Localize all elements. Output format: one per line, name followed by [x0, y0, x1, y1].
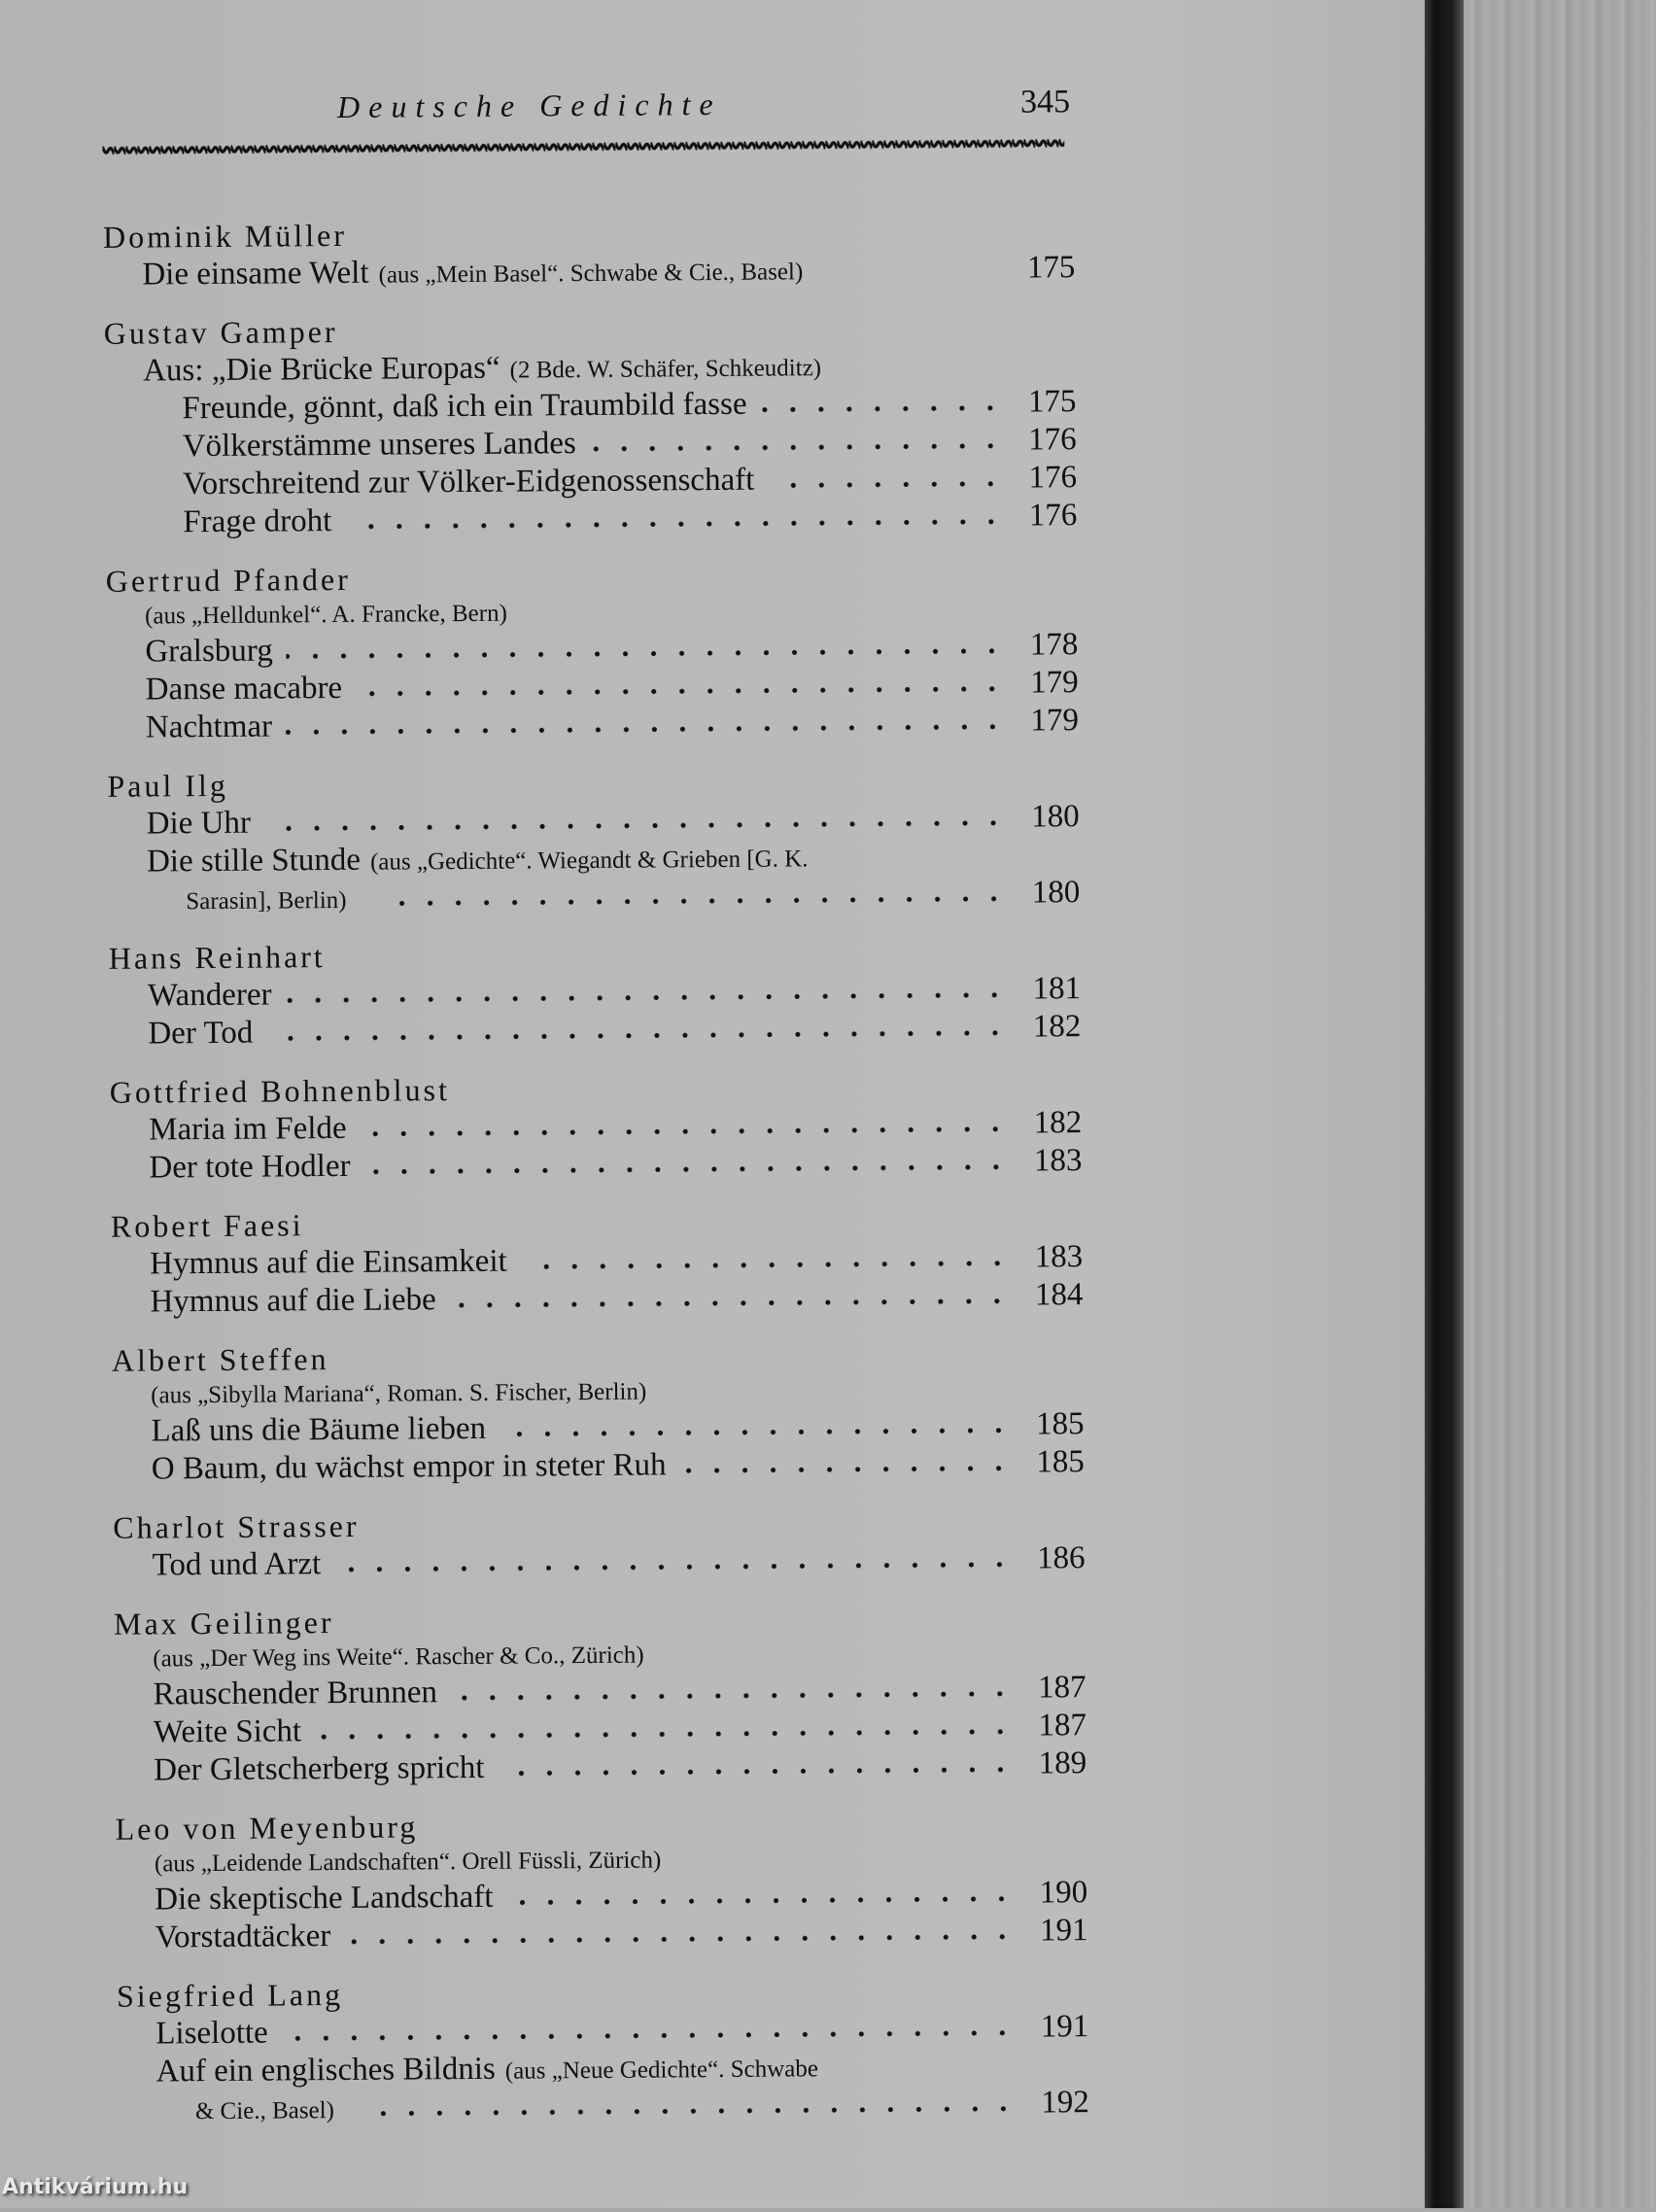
- author-section: [114, 1595, 1087, 1790]
- poem-title: Die einsame Welt: [142, 255, 369, 293]
- source-note: (aus „Gedichte“. Wiegandt & Grieben [G. K.: [369, 846, 809, 876]
- source-note: (aus „Der Weg ins Weite“. Rascher & Co., Zürich): [153, 1642, 644, 1673]
- toc-entry: [103, 249, 1075, 294]
- dot-leader: [506, 1895, 1016, 1907]
- author-section: [107, 757, 1080, 919]
- page-reference: 181: [1032, 971, 1082, 1007]
- page-reference: 187: [1037, 1670, 1087, 1706]
- author-name: Max Geilinger: [113, 1605, 334, 1642]
- author-section: [104, 304, 1078, 542]
- source-note: (aus „Sibylla Mariana“, Roman. S. Fischer, Berlin): [151, 1378, 647, 1409]
- page-reference: 182: [1033, 1105, 1083, 1141]
- dot-leader: [521, 1260, 1012, 1271]
- author-name: Gottfried Bohnenblust: [109, 1072, 451, 1110]
- wooden-background: [1464, 0, 1656, 2208]
- page-reference: 187: [1038, 1708, 1087, 1744]
- page-reference: 190: [1039, 1875, 1088, 1911]
- page-reference: 175: [1027, 384, 1077, 420]
- dot-leader: [287, 647, 1007, 661]
- toc-entry: [111, 1276, 1083, 1322]
- dot-leader: [264, 819, 1008, 833]
- source-note: (aus „Helldunkel“. A. Francke, Bern): [144, 600, 507, 630]
- toc-entry: [107, 702, 1079, 747]
- author-section: [109, 929, 1082, 1054]
- author-name: Paul Ilg: [107, 767, 229, 804]
- dot-leader: [315, 1728, 1015, 1742]
- page-reference: 178: [1029, 627, 1079, 663]
- dot-leader: [282, 2029, 1018, 2043]
- page-reference: 176: [1028, 422, 1077, 458]
- toc-entry-continuation: [118, 2084, 1089, 2129]
- poem-title: Hymnus auf die Einsamkeit: [150, 1243, 507, 1282]
- toc-entry: [113, 1539, 1085, 1585]
- poem-title: Der Tod: [148, 1015, 254, 1052]
- poem-title: Rauschender Brunnen: [153, 1675, 438, 1712]
- page-reference: 183: [1034, 1239, 1084, 1275]
- dot-leader: [266, 1029, 1009, 1043]
- page-reference: 185: [1036, 1444, 1085, 1480]
- page-reference: 179: [1030, 665, 1079, 701]
- poem-title: Freunde, gönnt, daß ich ein Traumbild fasse: [182, 386, 747, 427]
- poem-title: Vorschreitend zur Völker-Eidgenossenschaft: [182, 462, 755, 502]
- dot-leader: [498, 1766, 1015, 1778]
- toc-entry: [116, 1912, 1087, 1957]
- page-reference: 175: [1026, 250, 1076, 286]
- toc-entry: [113, 1443, 1085, 1489]
- page-reference: 179: [1030, 703, 1080, 739]
- dot-leader: [344, 1933, 1016, 1946]
- poem-title: Weite Sicht: [153, 1713, 302, 1750]
- poem-title: Laß uns die Bäume lieben: [151, 1410, 487, 1449]
- spacer: [803, 278, 1017, 280]
- author-section: [111, 1197, 1084, 1322]
- toc-entry-continuation: [108, 874, 1080, 919]
- poem-title: Frage droht: [183, 503, 332, 540]
- page-reference: 182: [1032, 1009, 1082, 1045]
- poem-title: Hymnus auf die Liebe: [150, 1282, 436, 1320]
- page-reference: 192: [1041, 2085, 1089, 2121]
- author-section: [117, 1967, 1089, 2129]
- source-note: (aus „Neue Gedichte“. Schwabe: [504, 2056, 818, 2085]
- author-name: Robert Faesi: [110, 1207, 304, 1244]
- author-name: Siegfried Lang: [116, 1976, 344, 2014]
- dot-leader: [373, 2105, 1018, 2118]
- poem-title: Tod und Arzt: [152, 1546, 322, 1583]
- author-name: Leo von Meyenburg: [115, 1809, 419, 1847]
- dot-leader: [286, 723, 1007, 737]
- dot-leader: [386, 895, 1009, 908]
- dot-leader: [680, 1465, 1013, 1475]
- toc-entry: [109, 1008, 1081, 1054]
- dot-leader: [450, 1297, 1012, 1309]
- page-reference: 185: [1035, 1406, 1085, 1442]
- dot-leader: [356, 685, 1007, 698]
- source-note: (2 Bde. W. Schäfer, Schkeuditz): [509, 355, 822, 384]
- author-section: [106, 552, 1079, 747]
- dot-leader: [768, 480, 1005, 490]
- page-reference: 191: [1040, 2009, 1089, 2045]
- running-header: [102, 84, 1074, 140]
- page-reference: 176: [1028, 460, 1078, 496]
- page-reference: 183: [1033, 1143, 1083, 1179]
- watermark-logo: Antikvárium.hu: [2, 2175, 189, 2199]
- dot-leader: [361, 1125, 1011, 1138]
- page-reference: 189: [1038, 1745, 1087, 1781]
- dot-leader: [761, 404, 1005, 414]
- poem-title: Der Gletscherberg spricht: [154, 1749, 485, 1788]
- book-spine-edge: [1425, 0, 1464, 2208]
- author-section: [113, 1499, 1086, 1585]
- spacer: [818, 2074, 1089, 2076]
- author-name: Dominik Müller: [102, 217, 348, 255]
- author-name: Gustav Gamper: [103, 313, 338, 351]
- author-section: [115, 1800, 1087, 1957]
- page-number: 345: [1019, 84, 1071, 121]
- source-note-continued: & Cie., Basel): [194, 2097, 335, 2126]
- author-name: Albert Steffen: [111, 1341, 329, 1378]
- table-of-contents: [103, 208, 1089, 2129]
- author-name: Charlot Strasser: [113, 1507, 360, 1545]
- author-section: [110, 1063, 1083, 1188]
- author-section: [112, 1331, 1085, 1489]
- source-note: (aus „Leidende Landschaften“. Orell Füssli, Zürich): [154, 1847, 662, 1878]
- poem-title: Die stille Stunde: [146, 842, 362, 880]
- poem-title: Liselotte: [155, 2015, 268, 2052]
- poem-title: Aus: „Die Brücke Europas“: [143, 350, 500, 389]
- page-content: [101, 0, 1089, 2212]
- dot-leader: [334, 1561, 1013, 1573]
- source-note-continued: Sarasin], Berlin): [186, 886, 347, 916]
- page-reference: 180: [1031, 875, 1081, 911]
- dot-leader: [451, 1690, 1015, 1702]
- author-name: Hans Reinhart: [108, 939, 326, 976]
- toc-entry: [110, 1142, 1082, 1188]
- poem-title: Wanderer: [147, 977, 272, 1014]
- dot-leader: [345, 518, 1005, 531]
- poem-title: Auf ein englisches Bildnis: [155, 2051, 496, 2090]
- toc-entry: [115, 1745, 1087, 1790]
- dot-leader: [590, 442, 1005, 453]
- dot-leader: [500, 1427, 1012, 1438]
- wavy-rule-divider: [102, 135, 1064, 158]
- author-name: Gertrud Pfander: [105, 561, 351, 599]
- poem-title: Maria im Felde: [149, 1110, 347, 1148]
- poem-title: Danse macabre: [145, 670, 343, 708]
- dot-leader: [364, 1163, 1011, 1176]
- spacer: [809, 864, 1081, 866]
- author-section: [103, 208, 1076, 294]
- poem-title: Völkerstämme unseres Landes: [182, 426, 576, 465]
- poem-title: Der tote Hodler: [149, 1148, 351, 1186]
- poem-title: Die skeptische Landschaft: [155, 1879, 494, 1918]
- dot-leader: [286, 991, 1010, 1005]
- page-reference: 180: [1031, 799, 1080, 835]
- poem-title: O Baum, du wächst empor in steter Ruh: [151, 1447, 667, 1487]
- page-reference: 191: [1039, 1913, 1088, 1949]
- toc-entry: [105, 497, 1077, 542]
- page-reference: 186: [1036, 1540, 1086, 1576]
- page-reference: 176: [1028, 498, 1078, 534]
- poem-title: Vorstadtäcker: [155, 1918, 331, 1955]
- poem-title: Nachtmar: [145, 709, 273, 745]
- poem-title: Die Uhr: [146, 805, 252, 842]
- page-reference: 184: [1034, 1277, 1084, 1313]
- poem-title: Gralsburg: [145, 633, 273, 670]
- running-title: Deutsche Gedichte: [336, 86, 722, 124]
- source-note: (aus „Mein Basel“. Schwabe & Cie., Basel): [378, 259, 804, 289]
- spacer: [821, 373, 1076, 375]
